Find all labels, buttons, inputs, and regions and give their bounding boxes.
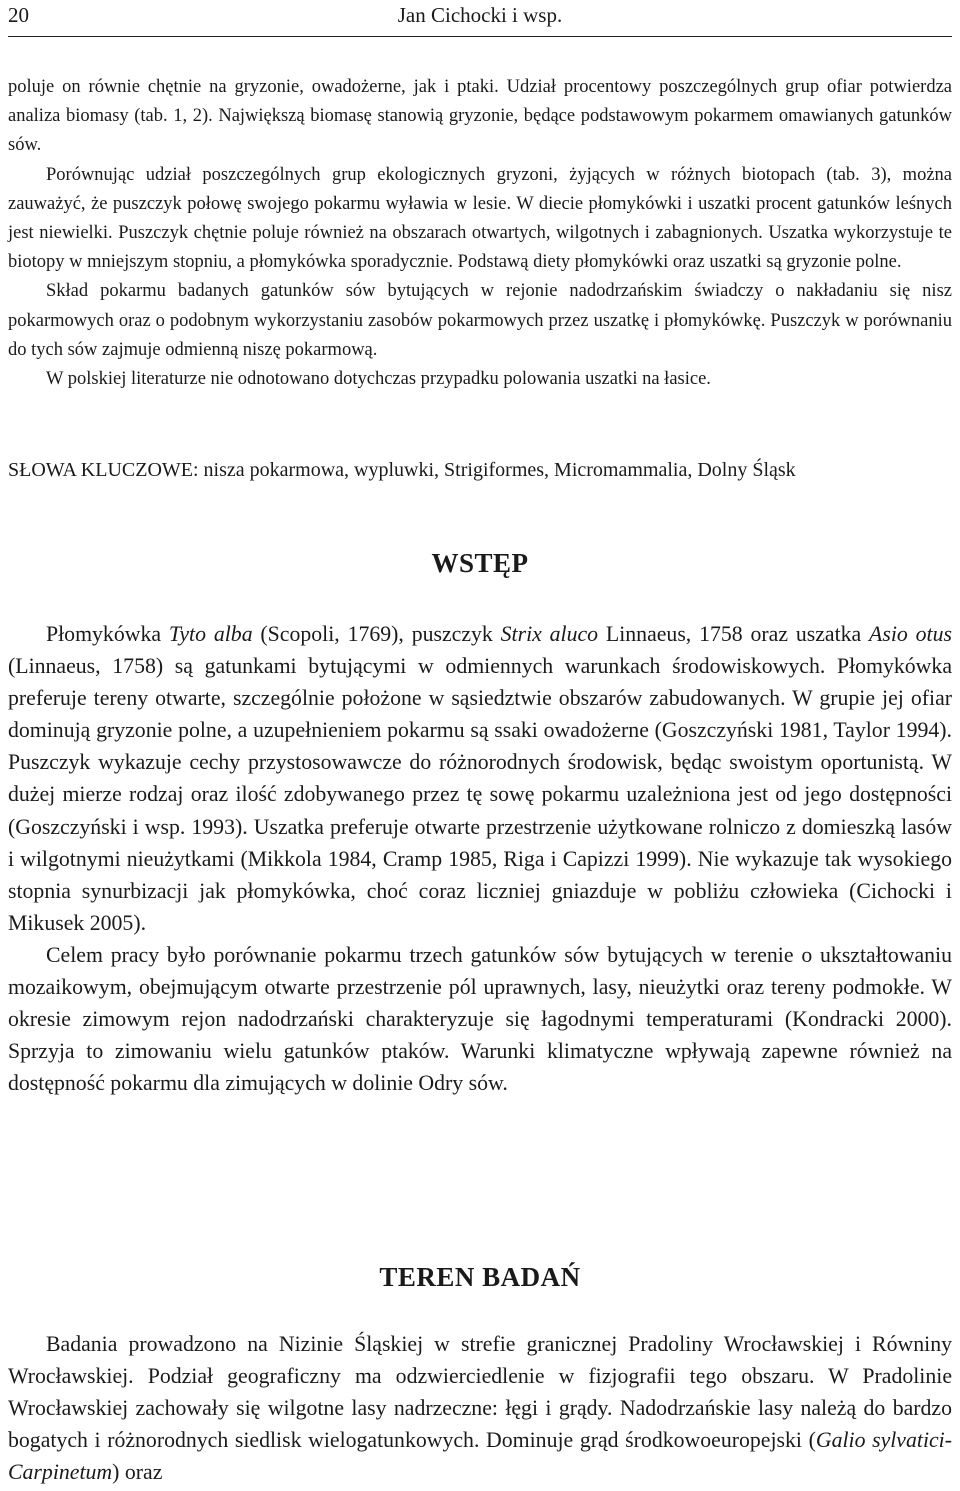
abstract-paragraph: Porównując udział poszczególnych grup ekologicznych gryzoni, żyjących w różnych biotopach (tab. 3), można zauważyć, że puszczyk połowę swojego pokarmu wyławia w lesie. W diecie płomykówki i uszatki procent gatunków leśnych jest niewielki. Puszczyk chętnie poluje również na obszarach otwartych, wilgotnych i zabagnionych. Uszatka wykorzystuje te biotopy w mniejszym stopniu, a płomykówka sporadycznie. Podstawą diety płomykówki oraz uszatki są gryzonie polne.	[8, 164, 952, 273]
text-run: (Linnaeus, 1758) są gatunkami bytującymi w odmiennych warunkach środowiskowych. Płomykówka preferuje tereny otwarte, szczególnie położone w sąsiedztwie obszarów zabudowanych. W grupie jej ofiar dominują gryzonie polne, a uzupełnieniem pokarmu są ssaki owadożerne (Goszczyński 1981, Taylor 1994). Puszczyk wykazuje cechy przystosowawcze do różnorodnych środowisk, będąc swoistym oportunistą. W dużej mierze rodzaj oraz ilość zdobywanego przez tę sowę pokarmu uzależniona jest od jego dostępności (Goszczyński i wsp. 1993). Uszatka preferuje otwarte przestrzenie użytkowane rolniczo z domieszką lasów i wilgotnymi nieużytkami (Mikkola 1984, Cramp 1985, Riga i Capizzi 1999). Nie wykazuje tak wysokiego stopnia synurbizacji jak płomykówka, choć coraz liczniej gniazduje w pobliżu człowieka (Cichocki i Mikusek 2005).	[8, 654, 952, 935]
text-run: Płomykówka	[46, 622, 169, 646]
introduction-body	[8, 618, 952, 1099]
body-paragraph: Celem pracy było porównanie pokarmu trzech gatunków sów bytujących w terenie o ukształtowaniu mozaikowym, obejmującym otwarte przestrzenie pól uprawnych, lasy, nieużytki oraz tereny podmokłe. W okresie zimowym rejon nadodrzański charakteryzuje się łagodnymi temperaturami (Kondracki 2000). Sprzyja to zimowaniu wielu gatunków ptaków. Warunki klimatyczne wpływają zapewne również na dostępność pokarmu dla zimujących w dolinie Odry sów.	[8, 942, 952, 1096]
species-name: Strix aluco	[500, 622, 599, 646]
running-header	[8, 0, 952, 34]
running-title: Jan Cichocki i wsp.	[397, 3, 563, 27]
species-name: Tyto alba	[168, 622, 253, 646]
text-run: Linnaeus, 1758 oraz uszatka	[598, 622, 870, 646]
body-paragraph	[8, 618, 952, 939]
header-rule	[8, 36, 952, 37]
text-run: (Scopoli, 1769), puszczyk	[252, 622, 501, 646]
page-number: 20	[8, 3, 29, 27]
text-run: Badania prowadzono na Nizinie Śląskiej w strefie granicznej Pradoliny Wrocławskiej i Równiny Wrocławskiej. Podział geograficzny ma odzwierciedlenie w fizjografii tego obszaru. W Pradolinie Wrocławskiej zachowały się wilgotne lasy nadrzeczne: łęgi i grądy. Nadodrzańskie lasy należą do bardzo bogatych i różnorodnych siedlisk wielogatunkowych. Dominuje grąd środkowoeuropejski (	[8, 1332, 952, 1453]
abstract	[8, 73, 952, 394]
species-name: Asio otus	[869, 622, 952, 646]
section-heading-introduction: WSTĘP	[431, 548, 529, 578]
abstract-paragraph: poluje on równie chętnie na gryzonie, owadożerne, jak i ptaki. Udział procentowy poszczególnych grup ofiar potwierdza analiza biomasy (tab. 1, 2). Największą biomasę stanowią gryzonie, będące podstawowym pokarmem omawianych gatunków sów.	[8, 77, 952, 156]
body-paragraph	[8, 1328, 952, 1488]
abstract-paragraph: Skład pokarmu badanych gatunków sów bytujących w rejonie nadodrzańskim świadczy o nakładaniu się nisz pokarmowych oraz o podobnym wykorzystaniu zasobów pokarmowych przez uszatkę i płomykówkę. Puszczyk w porównaniu do tych sów zajmuje odmienną niszę pokarmową.	[8, 281, 952, 360]
study-area-body	[8, 1328, 952, 1488]
section-heading-study-area: TEREN BADAŃ	[379, 1262, 581, 1292]
abstract-paragraph: W polskiej literaturze nie odnotowano dotychczas przypadku polowania uszatki na łasice.	[46, 369, 711, 390]
text-run: ) oraz	[112, 1460, 163, 1485]
keywords: SŁOWA KLUCZOWE: nisza pokarmowa, wypluwki, Strigiformes, Micromammalia, Dolny Śląsk	[8, 459, 796, 481]
habitat-name: Galio sylvatici-Carpinetum	[8, 1428, 952, 1485]
